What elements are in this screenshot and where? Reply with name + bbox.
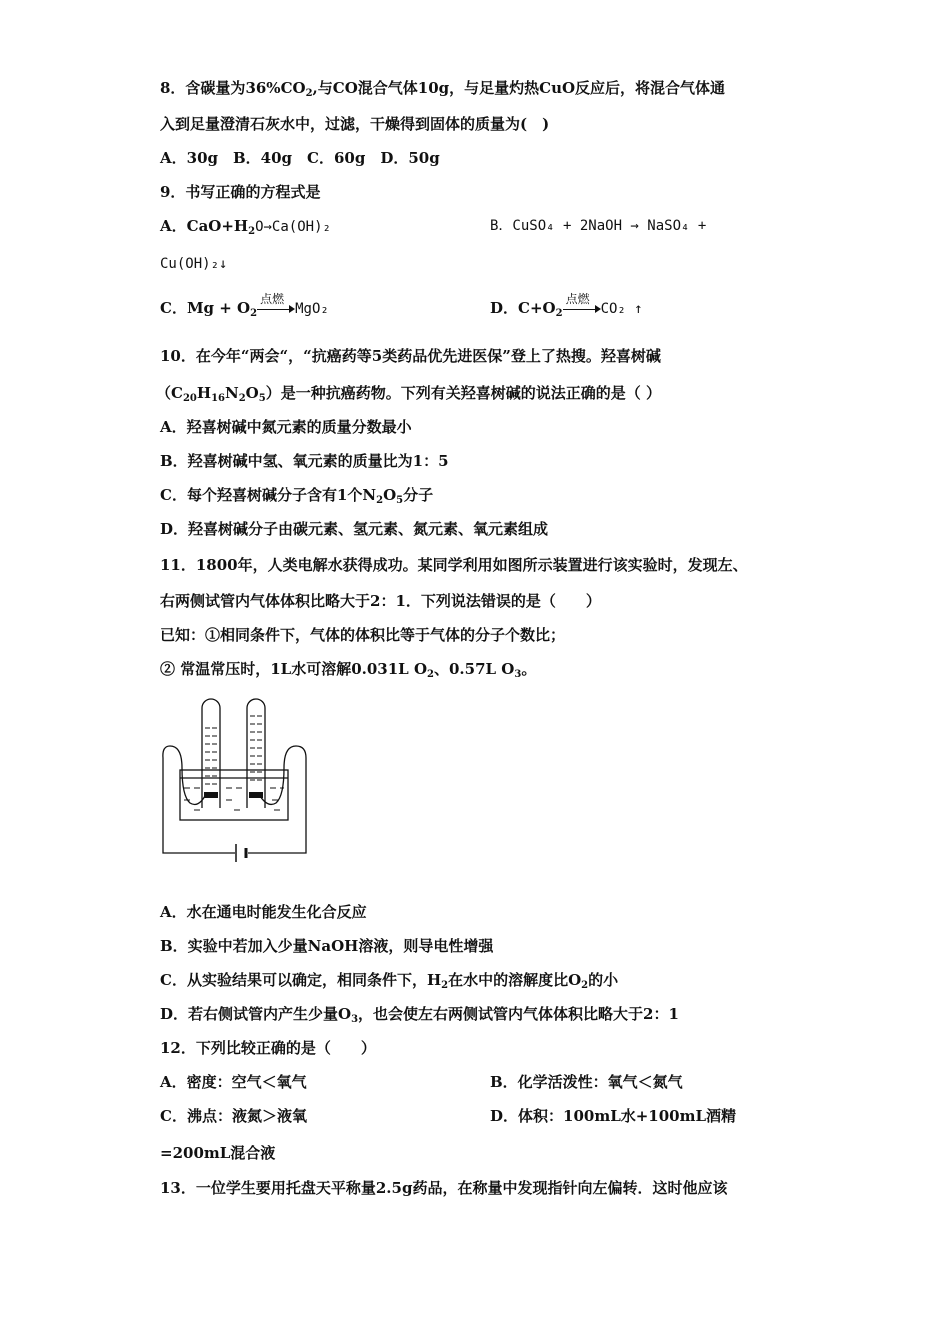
left-electrode [204, 792, 218, 798]
q11-option-a: A．水在通电时能发生化合反应 [160, 903, 367, 921]
reaction-arrow: 点燃 [563, 299, 601, 319]
left-wire [163, 746, 235, 853]
right-test-tube [247, 699, 265, 808]
q11-option-d: D．若右侧试管内产生少量$O_3$，也会使左右两侧试管内气体体积比略大于2：1 [160, 1005, 679, 1025]
q9-option-b-cont: Cu(OH)₂↓ [160, 256, 228, 272]
q11-option-b: B．实验中若加入少量NaOH溶液，则导电性增强 [160, 937, 494, 955]
q11-stem-line1: 11．1800年，人类电解水获得成功。某同学利用如图所示装置进行该实验时，发现左、 [160, 556, 748, 574]
q12-option-d-cont: =200mL混合液 [160, 1144, 276, 1162]
q11-stem-line2: 右两侧试管内气体体积比略大于2：1．下列说法错误的是（ ） [160, 592, 601, 610]
q9-option-d: D．$C+O_2$ 点燃 CO₂ ↑ [490, 292, 643, 319]
q10-option-b: B．羟喜树碱中氢、氧元素的质量比为1：5 [160, 452, 449, 470]
q12-option-d: D．体积：100mL水+100mL酒精 [490, 1107, 737, 1125]
q10-stem-line2: $(C_{20}H_{16}N_2O_5)$是一种抗癌药物。下列有关羟喜树碱的说法正确的是（ ） [156, 384, 661, 404]
q12-stem: 12．下列比较正确的是（ ） [160, 1039, 376, 1057]
water-surface-dashes [184, 788, 284, 810]
q11-option-c: C．从实验结果可以确定，相同条件下，$H_2$在水中的溶解度比$O_2$的小 [160, 971, 619, 991]
q9-option-c: C．$Mg + O_2$ 点燃 MgO₂ [160, 292, 329, 319]
q11-known-1: 已知：①相同条件下，气体的体积比等于气体的分子个数比； [160, 626, 566, 644]
q10-option-c: C．每个羟喜树碱分子含有1个$N_2O_5$分子 [160, 486, 434, 506]
q12-option-b: B．化学活泼性：氧气＜氮气 [490, 1073, 683, 1091]
q9-option-b: B．CuSO₄ + 2NaOH → NaSO₄ + [490, 218, 707, 234]
electrolysis-apparatus-diagram [160, 688, 310, 870]
q8-stem-line1: 8．含碳量为$36\%CO_2$,与CO混合气体10g，与足量灼热CuO反应后，将混合气体通 [160, 79, 726, 99]
q9-option-a: A．$CaO+H_2O\to Ca(OH)_2$ [160, 217, 331, 237]
q12-option-c: C．沸点：液氮＞液氧 [160, 1107, 307, 1125]
right-electrode [249, 792, 263, 798]
q10-stem-line1: 10．在今年“两会“，“抗癌药等5类药品优先进医保”登上了热搜。羟喜树碱 [160, 347, 661, 365]
q10-option-d: D．羟喜树碱分子由碳元素、氢元素、氮元素、氧元素组成 [160, 520, 549, 538]
left-test-tube [202, 699, 220, 808]
q8-options: A．30g B．40g C．60g D．50g [160, 149, 440, 167]
q13-stem-line1: 13．一位学生要用托盘天平称量2.5g药品，在称量中发现指针向左偏转．这时他应该 [160, 1179, 728, 1197]
q9-stem: 9．书写正确的方程式是 [160, 183, 321, 201]
tube-liquid-dashes [205, 716, 262, 784]
reaction-arrow: 点燃 [257, 299, 295, 319]
q12-option-a: A．密度：空气＜氧气 [160, 1073, 307, 1091]
q8-stem-line2: 入到足量澄清石灰水中，过滤，干燥得到固体的质量为( ) [160, 115, 550, 133]
q10-option-a: A．羟喜树碱中氮元素的质量分数最小 [160, 418, 412, 436]
q11-known-2: ② 常温常压时，1L水可溶解0.031L $O_2$、0.57L $O_3$。 [160, 660, 537, 680]
